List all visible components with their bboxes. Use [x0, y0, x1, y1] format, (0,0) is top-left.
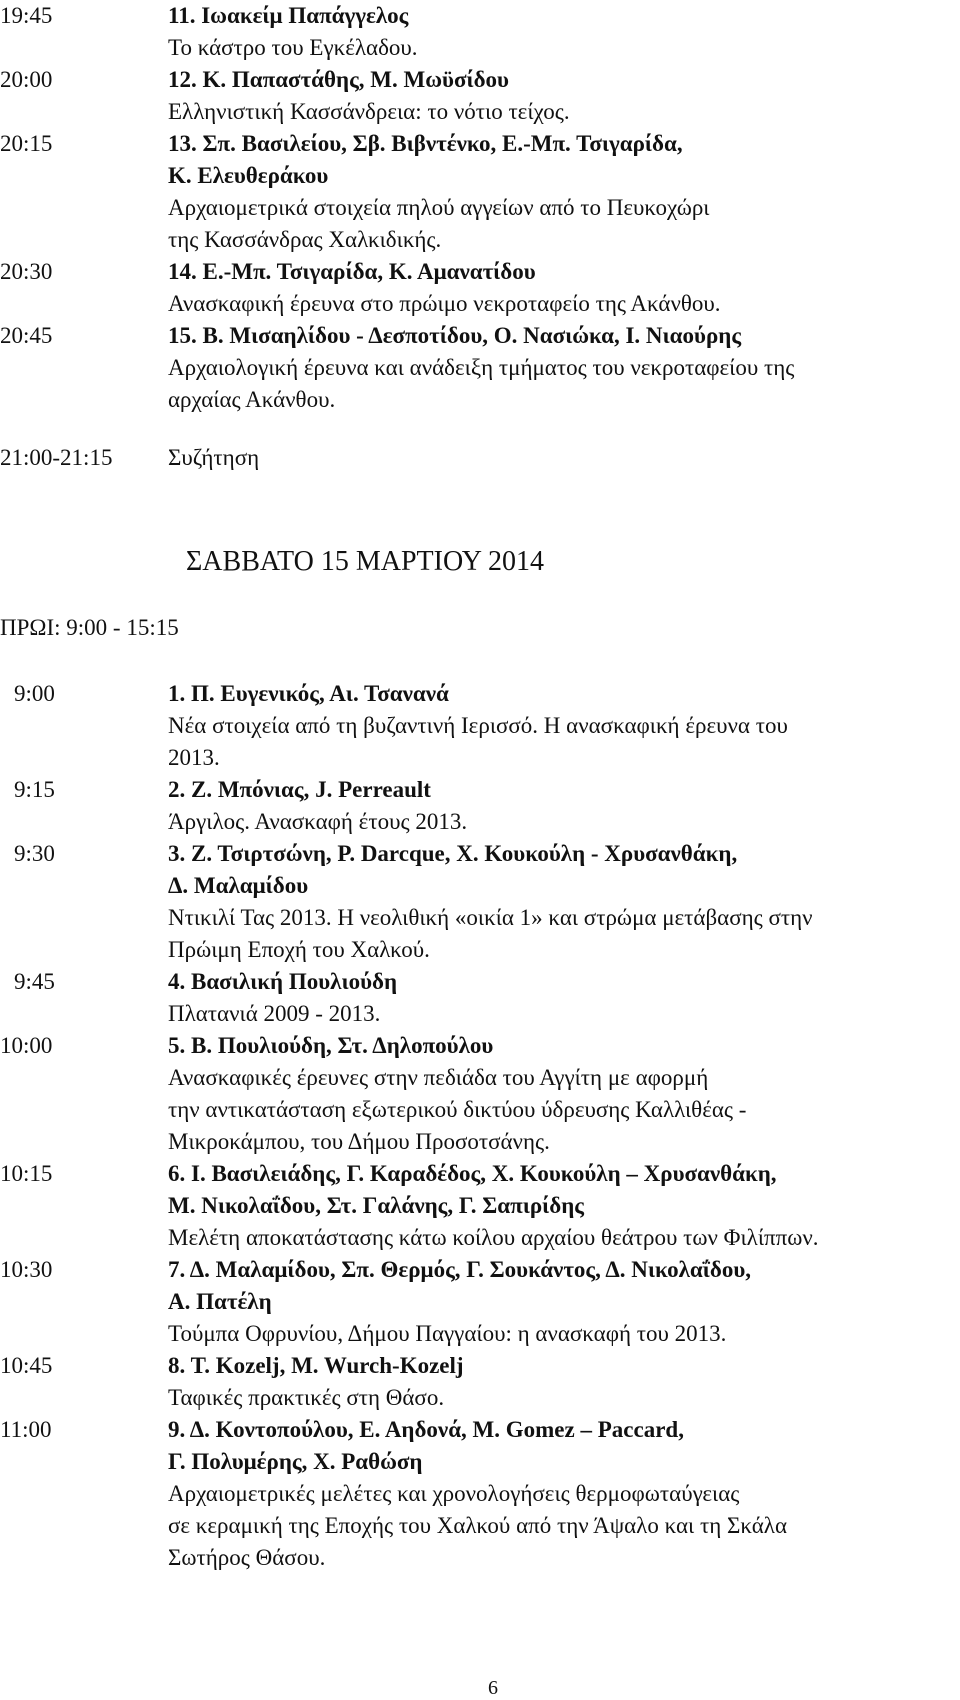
entry-title: Τούμπα Οφρυνίου, Δήμου Παγγαίου: η ανασκαφή του 2013. — [168, 1321, 727, 1346]
entry-title: Αρχαιομετρικές μελέτες και χρονολογήσεις θερμοφωταύγειας — [168, 1481, 740, 1506]
entry-authors: Κ. Ελευθεράκου — [168, 163, 329, 188]
entry-time: 9:45 — [14, 969, 55, 994]
entry-time: 20:15 — [0, 131, 53, 156]
morning-label: ΠΡΩΙ: 9:00 - 15:15 — [0, 615, 179, 640]
entry-title: Μελέτη αποκατάστασης κάτω κοίλου αρχαίου θεάτρου των Φιλίππων. — [168, 1225, 819, 1250]
entry-title: Νέα στοιχεία από τη βυζαντινή Ιερισσό. Η ανασκαφική έρευνα του — [168, 713, 788, 738]
entry-time: 10:15 — [0, 1161, 53, 1186]
entry-time: 9:30 — [14, 841, 55, 866]
entry-authors: Μ. Νικολαΐδου, Στ. Γαλάνης, Γ. Σαπιρίδης — [168, 1193, 584, 1218]
entry-authors: 3. Ζ. Τσιρτσώνη, P. Darcque, Χ. Κουκούλη - Χρυσανθάκη, — [168, 841, 738, 866]
entry-time: 9:00 — [14, 681, 55, 706]
entry-title: σε κεραμική της Εποχής του Χαλκού από την Άψαλο και τη Σκάλα — [168, 1513, 788, 1538]
entry-time: 20:45 — [0, 323, 53, 348]
entry-authors: 12. Κ. Παπαστάθης, Μ. Μωϋσίδου — [168, 67, 509, 92]
entry-authors: 8. Τ. Kozelj, M. Wurch-Kozelj — [168, 1353, 464, 1378]
entry-time: 10:30 — [0, 1257, 53, 1282]
entry-title: Άργιλος. Ανασκαφή έτους 2013. — [168, 809, 468, 834]
entry-authors: 15. Β. Μισαηλίδου - Δεσποτίδου, Ο. Νασιώκα, Ι. Νιαούρης — [168, 323, 742, 348]
entry-title: Σωτήρος Θάσου. — [168, 1545, 326, 1570]
entry-authors: 9. Δ. Κοντοπούλου, Ε. Αηδονά, M. Gomez – Paccard, — [168, 1417, 684, 1442]
day-title: ΣΑΒΒΑΤΟ 15 ΜΑΡΤΙΟΥ 2014 — [186, 546, 544, 577]
entry-title: Ανασκαφικές έρευνες στην πεδιάδα του Αγγίτη με αφορμή — [168, 1065, 709, 1090]
entry-title: Αρχαιομετρικά στοιχεία πηλού αγγείων από το Πευκοχώρι — [168, 195, 710, 220]
entry-time: 9:15 — [14, 777, 55, 802]
entry-authors: 2. Ζ. Μπόνιας, J. Perreault — [168, 777, 431, 802]
entry-authors: Γ. Πολυμέρης, Χ. Ραθώση — [168, 1449, 423, 1474]
entry-time: 10:00 — [0, 1033, 53, 1058]
entry-title: Ταφικές πρακτικές στη Θάσο. — [168, 1385, 445, 1410]
entry-time: 20:00 — [0, 67, 53, 92]
entry-authors: Δ. Μαλαμίδου — [168, 873, 309, 898]
discussion-label: Συζήτηση — [168, 445, 260, 470]
entry-authors: Α. Πατέλη — [168, 1289, 272, 1314]
entry-time: 10:45 — [0, 1353, 53, 1378]
entry-title: Ελληνιστική Κασσάνδρεια: το νότιο τείχος. — [168, 99, 570, 124]
entry-time: 11:00 — [0, 1417, 52, 1442]
entry-title: 2013. — [168, 745, 220, 770]
discussion-row — [0, 442, 260, 474]
entry-authors: 11. Ιωακείμ Παπάγγελος — [168, 3, 409, 28]
entry-authors: 13. Σπ. Βασιλείου, Σβ. Βιβντένκο, Ε.-Μπ. Τσιγαρίδα, — [168, 131, 683, 156]
entry-authors: 1. Π. Ευγενικός, Αι. Τσανανά — [168, 681, 449, 706]
discussion-time: 21:00-21:15 — [0, 445, 113, 470]
entry-authors: 4. Βασιλική Πουλιούδη — [168, 969, 398, 994]
entry-title: αρχαίας Ακάνθου. — [168, 387, 336, 412]
entry-authors: 5. Β. Πουλιούδη, Στ. Δηλοπούλου — [168, 1033, 494, 1058]
page-number: 6 — [488, 1677, 498, 1699]
entry-authors: 14. Ε.-Μπ. Τσιγαρίδα, Κ. Αμανατίδου — [168, 259, 536, 284]
entry-title: Μικροκάμπου, του Δήμου Προσοτσάνης. — [168, 1129, 550, 1154]
entry-time: 19:45 — [0, 3, 53, 28]
entry-authors: 7. Δ. Μαλαμίδου, Σπ. Θερμός, Γ. Σουκάντος, Δ. Νικολαΐδου, — [168, 1257, 752, 1282]
entry-title: Αρχαιολογική έρευνα και ανάδειξη τμήματος του νεκροταφείου της — [168, 355, 795, 380]
entry-authors: 6. Ι. Βασιλειάδης, Γ. Καραδέδος, Χ. Κουκούλη – Χρυσανθάκη, — [168, 1161, 777, 1186]
entry-title: την αντικατάσταση εξωτερικού δικτύου ύδρευσης Καλλιθέας - — [168, 1097, 747, 1122]
entry-title: Ανασκαφική έρευνα στο πρώιμο νεκροταφείο της Ακάνθου. — [168, 291, 721, 316]
entry-title: Ντικιλί Τας 2013. Η νεολιθική «οικία 1» και στρώμα μετάβασης στην — [168, 905, 813, 930]
entry-time: 20:30 — [0, 259, 53, 284]
entry-title: της Κασσάνδρας Χαλκιδικής. — [168, 227, 442, 252]
entry-title: Πλατανιά 2009 - 2013. — [168, 1001, 381, 1026]
entry-title: Πρώιμη Εποχή του Χαλκού. — [168, 937, 430, 962]
entry-title: Το κάστρο του Εγκέλαδου. — [168, 35, 418, 60]
